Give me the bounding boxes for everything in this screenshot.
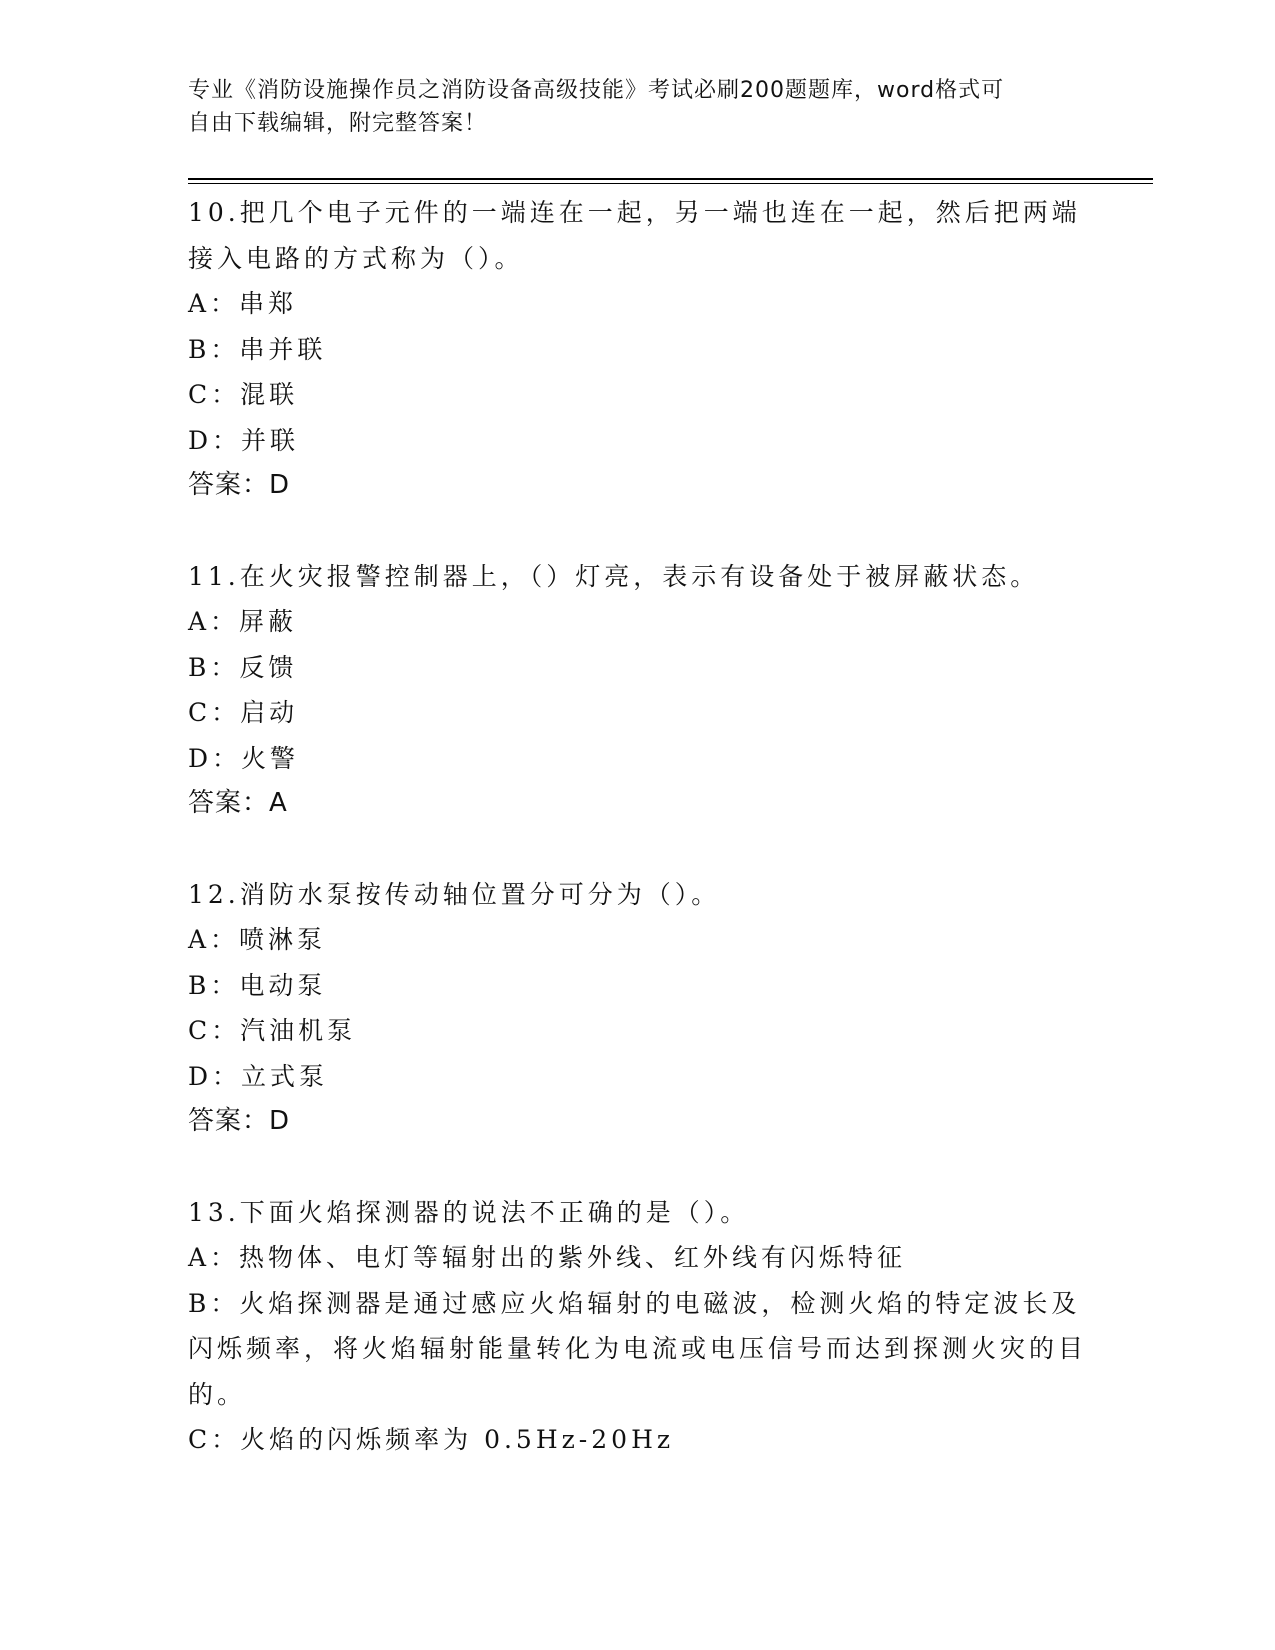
header-divider-thin <box>188 183 1153 184</box>
option-d: D：火警 <box>188 743 300 773</box>
answer: 答案：A <box>188 788 288 818</box>
option-c: C：火焰的闪烁频率为 0.5Hz-20Hz <box>188 1425 675 1454</box>
option-c: C：启动 <box>188 698 299 727</box>
option-c: C：汽油机泵 <box>188 1016 357 1045</box>
option-a: A：热物体、电灯等辐射出的紫外线、红外线有闪烁特征 <box>188 1243 907 1272</box>
question-12 <box>188 872 1088 1145</box>
question-list <box>188 190 1088 1508</box>
header-line-1: 专业《消防设施操作员之消防设备高级技能》考试必刷200题题库，word格式可 <box>188 78 1005 103</box>
option-d: D：并联 <box>188 425 300 455</box>
question-stem: 12.消防水泵按传动轴位置分可分为（）。 <box>188 879 721 909</box>
option-b: B：串并联 <box>188 334 327 364</box>
header-divider-thick <box>188 178 1153 180</box>
document-header <box>188 74 1088 140</box>
header-line-2: 自由下载编辑，附完整答案！ <box>188 111 488 136</box>
question-stem: 10.把几个电子元件的一端连在一起，另一端也连在一起，然后把两端接入电路的方式称为（）。 <box>188 198 1081 273</box>
question-13 <box>188 1190 1088 1463</box>
answer: 答案：D <box>188 1106 291 1136</box>
option-d: D：立式泵 <box>188 1061 329 1091</box>
question-stem: 11.在火灾报警控制器上，（）灯亮，表示有设备处于被屏蔽状态。 <box>188 561 1040 591</box>
question-11 <box>188 554 1088 827</box>
question-stem: 13.下面火焰探测器的说法不正确的是（）。 <box>188 1197 750 1227</box>
answer: 答案：D <box>188 470 291 500</box>
question-10 <box>188 190 1088 509</box>
option-a: A：喷淋泵 <box>188 925 327 954</box>
option-b: B：反馈 <box>188 652 298 682</box>
option-c: C：混联 <box>188 380 299 409</box>
option-b: B：火焰探测器是通过感应火焰辐射的电磁波，检测火焰的特定波长及闪烁频率，将火焰辐射能量转化为电流或电压信号而达到探测火灾的目的。 <box>188 1288 1088 1409</box>
option-a: A：串郑 <box>188 289 298 318</box>
option-b: B：电动泵 <box>188 970 327 1000</box>
option-a: A：屏蔽 <box>188 607 298 636</box>
